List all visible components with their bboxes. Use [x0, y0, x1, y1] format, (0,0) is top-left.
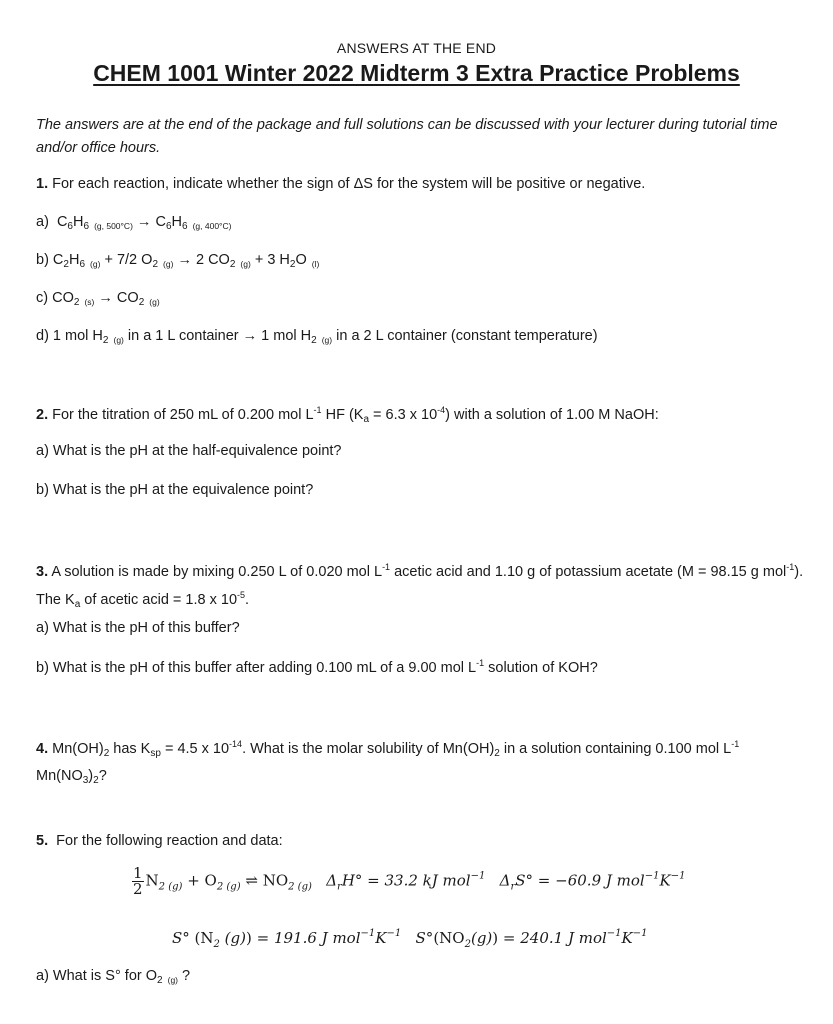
question-2: 2. For the titration of 250 mL of 0.200 mol $L^{-1}$ HF ($K_a = 6.3$ x $10^{-4}$) with a solution of 1.00 M NaOH:	[36, 405, 659, 425]
entropy-data: S° ($N_2$ (g)) = 191.6 J $mol^{-1}K^{-1}$ $S^\circ(NO_2(g)) = 240.1$ J $mol^{-1}K^{-1}$	[172, 928, 648, 950]
intro-text: The answers are at the end of the package and full solutions can be discussed with your lecturer during tutorial time and/or office hours.	[36, 117, 778, 156]
question-3a: a) What is the pH of this buffer?	[36, 620, 240, 636]
reaction-equation: $\frac{1}{2}$ $N_{2 (g)} + O_{2 (g)}$ ⇌ $NO_{2 (g)}$ $\Delta_rH^\circ = 33.2$ kJ mol$^{-1}$ $\Delta_rS^\circ = -60.9$ J $mol^{-1}K^{-1}$	[133, 864, 686, 898]
question-1a: a) $C_6H_6$ $_{(g, 500^\circ C)} \to C_6H_6$ $_{(g, 400^\circ C)}$	[36, 214, 232, 232]
question-5	[36, 833, 283, 849]
question-1: 1. For each reaction, indicate whether the sign of ΔS for the system will be positive or negative.	[36, 176, 646, 192]
question-1c: c) $CO_2$ $_{(s)} \to CO_2$ $_{(g)}$	[36, 290, 160, 308]
question-3-number: 3.	[36, 564, 49, 580]
question-5-prompt: For the following reaction and data:	[56, 833, 283, 849]
question-5a: a) What is S° for $O_2$ $_{(g)}$ ?	[36, 968, 191, 986]
question-3: 3. A solution is made by mixing 0.250 L of 0.020 mol $L^{-1}$ acetic acid and 1.10 g of potassium acetate (M = 98.15 g mol$^{-1}$). The $K_a$ of acetic acid = 1.8 x $10^{-5}$.	[36, 562, 804, 610]
question-2-number: 2.	[36, 407, 49, 423]
question-2a: a) What is the pH at the half-equivalence point?	[36, 443, 342, 459]
question-1d: d) 1 mol $H_2$ $_{(g)}$ in a 1 L container → 1 mol $H_2$ $_{(g)}$ in a 2 L container (constant temperature)	[36, 328, 598, 346]
page-title	[0, 60, 833, 87]
question-1-number: 1.	[36, 176, 49, 192]
answers-note: ANSWERS AT THE END	[336, 40, 497, 56]
one-half-fraction: $\frac{1}{2}$	[133, 864, 143, 898]
question-2b: b) What is the pH at the equivalence point?	[36, 482, 314, 498]
page-title-text: CHEM 1001 Winter 2022 Midterm 3 Extra Practice Problems	[93, 60, 740, 86]
question-5-number: 5.	[36, 833, 49, 849]
question-4: 4. $Mn(OH)_2$ has $K_{sp} = 4.5$ x $10^{-14}$. What is the molar solubility of $Mn(OH)_2$ in a solution containing 0.100 mol $L^{-1}$ $Mn(NO_3)_2$?	[36, 739, 740, 786]
question-1b: b) $C_2H_6$ $_{(g)}$ + 7/2 $O_2$ $_{(g)}$ → 2 $CO_2$ $_{(g)}$ + 3 $H_2O$ $_{(l)}$	[36, 252, 320, 270]
question-3b: b) What is the pH of this buffer after adding 0.100 mL of a 9.00 mol $L^{-1}$ solution of KOH?	[36, 658, 598, 676]
question-4-number: 4.	[36, 741, 49, 757]
